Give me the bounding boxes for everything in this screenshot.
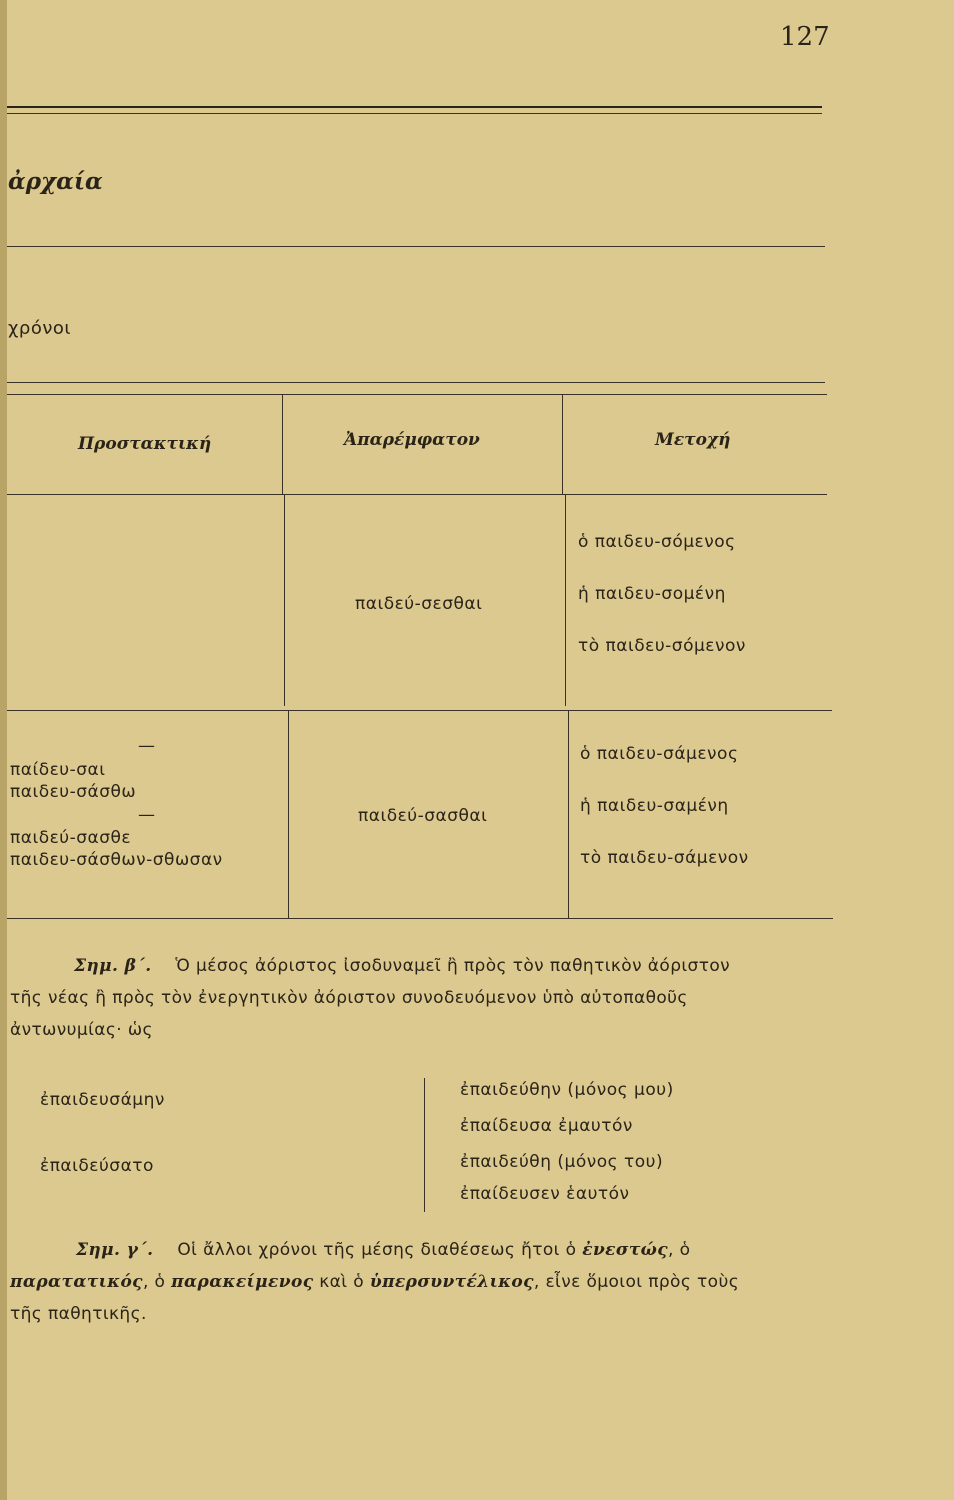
column-divider: [565, 494, 566, 706]
infinitive-aorist: παιδεύ-σασθαι: [358, 806, 488, 826]
column-divider: [282, 394, 283, 494]
section-heading: ἀρχαία: [8, 168, 103, 195]
example-equivalent: ἐπαιδεύθην (μόνος μου): [460, 1080, 674, 1100]
note-c-text: καὶ ὁ: [319, 1272, 365, 1292]
note-c-text: , ὁ: [142, 1272, 166, 1292]
column-divider: [562, 394, 563, 494]
header-infinitive: Ἀπαρέμφατον: [344, 430, 480, 450]
note-c-text: Οἱ ἄλλοι χρόνοι τῆς μέσης διαθέσεως ἤτοι ὁ: [177, 1240, 577, 1260]
note-c-line-1: [76, 1234, 690, 1266]
note-c-text: , εἶνε ὅμοιοι πρὸς τοὺς: [533, 1272, 740, 1292]
note-c-text: , ὁ: [668, 1240, 691, 1260]
participle-fem: ἡ παιδευ-σαμένη: [580, 796, 729, 816]
example-equivalent: ἐπαίδευσα ἐμαυτόν: [460, 1116, 633, 1136]
column-divider: [568, 710, 569, 918]
term-enestos: ἐνεστώς: [582, 1240, 669, 1260]
participle-fem: ἡ παιδευ-σομένη: [578, 584, 726, 604]
imperative-form: παίδευ-σαι: [10, 760, 106, 780]
note-b-line-1: [74, 950, 730, 982]
note-c-label: Σημ. γ΄.: [76, 1240, 154, 1260]
example-equivalent: ἐπαίδευσεν ἑαυτόν: [460, 1184, 630, 1204]
example-middle: ἐπαιδευσάμην: [40, 1090, 165, 1110]
note-b-label: Σημ. β΄.: [74, 956, 152, 976]
page-edge: [0, 0, 7, 1500]
note-c-line-2: [10, 1266, 739, 1298]
subheading: χρόνοι: [8, 318, 71, 339]
participle-masc: ὁ παιδευ-σάμενος: [580, 744, 739, 764]
note-b-line-3: ἀντωνυμίας· ὡς: [10, 1020, 153, 1040]
top-rule-thin: [7, 113, 822, 114]
note-c-line-3: τῆς παθητικῆς.: [10, 1304, 147, 1324]
term-parakeimenos: παρακείμενος: [171, 1272, 314, 1292]
subheading-rule: [7, 382, 825, 383]
top-rule: [7, 106, 822, 108]
examples-divider: [424, 1078, 425, 1212]
note-b-line-2: τῆς νέας ἢ πρὸς τὸν ἐνεργητικὸν ἀόριστον συνοδευόμενον ὑπὸ αὐτοπαθοῦς: [10, 988, 688, 1008]
term-hypersyntelikos: ὑπερσυντέλικος: [369, 1272, 534, 1292]
header-rule: [7, 494, 827, 495]
row-rule: [7, 710, 832, 711]
infinitive-future: παιδεύ-σεσθαι: [355, 594, 483, 614]
imperative-form: παιδεύ-σασθε: [10, 828, 132, 848]
note-b-text: Ὁ μέσος ἀόριστος ἰσοδυναμεῖ ἢ πρὸς τὸν παθητικὸν ἀόριστον: [175, 956, 731, 976]
imperative-form: παιδευ-σάσθω: [10, 782, 137, 802]
participle-neut: τὸ παιδευ-σόμενον: [578, 636, 746, 656]
imperative-dash: —: [138, 736, 156, 756]
table-top-rule: [7, 394, 827, 395]
column-divider: [284, 494, 285, 706]
participle-neut: τὸ παιδευ-σάμενον: [580, 848, 749, 868]
imperative-dash: —: [138, 805, 156, 825]
page-number: 127: [780, 22, 830, 52]
term-paratatikos: παρατατικός: [10, 1272, 143, 1292]
example-middle: ἐπαιδεύσατο: [40, 1156, 154, 1176]
heading-rule: [7, 246, 825, 247]
participle-masc: ὁ παιδευ-σόμενος: [578, 532, 736, 552]
header-imperative: Προστακτική: [78, 434, 212, 454]
example-equivalent: ἐπαιδεύθη (μόνος του): [460, 1152, 664, 1172]
header-participle: Μετοχή: [655, 430, 731, 450]
imperative-form: παιδευ-σάσθων-σθωσαν: [10, 850, 223, 870]
column-divider: [288, 710, 289, 918]
table-bottom-rule: [7, 918, 833, 919]
